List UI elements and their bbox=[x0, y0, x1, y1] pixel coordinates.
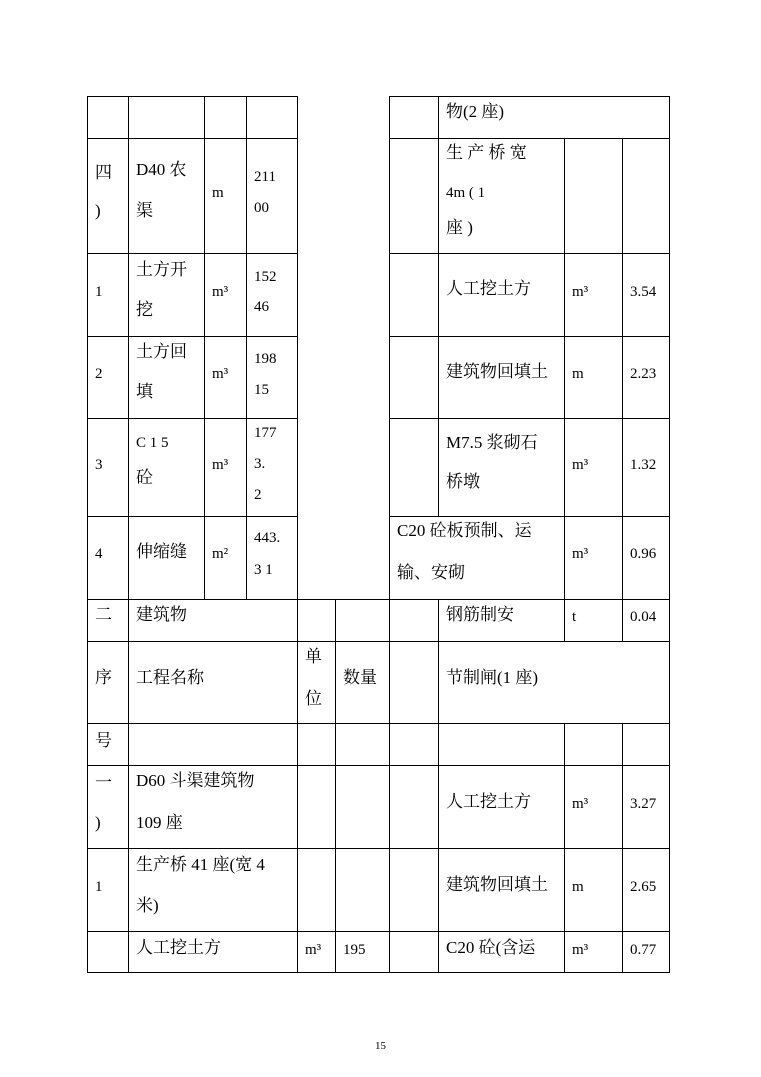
item-name: 节制闸(1 座) bbox=[446, 668, 539, 687]
item-name: 土方回 bbox=[136, 342, 187, 361]
row-number: ) bbox=[95, 813, 101, 832]
rule bbox=[389, 96, 670, 97]
quantity: 198 bbox=[254, 351, 277, 367]
item-name: 建筑物回填土 bbox=[446, 362, 548, 381]
quantity: 0.04 bbox=[630, 609, 657, 625]
unit: m bbox=[572, 366, 584, 382]
quantity: 211 bbox=[254, 169, 276, 185]
column-header-number: 序 bbox=[95, 668, 112, 687]
quantity: 0.77 bbox=[630, 942, 657, 958]
item-name: 米) bbox=[136, 896, 159, 915]
column-header-quantity: 数量 bbox=[343, 668, 377, 687]
item-name: 渠 bbox=[136, 201, 153, 220]
quantity: 177 bbox=[254, 425, 277, 441]
item-name: 伸缩缝 bbox=[136, 542, 187, 561]
item-name: D40 农 bbox=[136, 160, 187, 179]
quantity: 195 bbox=[343, 942, 366, 958]
rule bbox=[622, 723, 623, 972]
item-name: 生 产 桥 宽 bbox=[446, 143, 527, 162]
rule bbox=[128, 96, 129, 972]
rule bbox=[389, 418, 670, 419]
unit: m³ bbox=[212, 284, 229, 300]
rule bbox=[389, 138, 670, 139]
rule bbox=[87, 253, 298, 254]
item-name: 填 bbox=[136, 382, 153, 401]
rule bbox=[87, 765, 670, 766]
item-name: 输、安砌 bbox=[397, 563, 465, 582]
item-name: 建筑物回填土 bbox=[446, 875, 548, 894]
row-number: 1 bbox=[95, 284, 103, 300]
column-header-number: 号 bbox=[95, 731, 112, 750]
item-name: 桥墩 bbox=[446, 472, 480, 491]
row-number: 四 bbox=[95, 163, 112, 182]
quantity: 3.27 bbox=[630, 796, 657, 812]
rule bbox=[87, 138, 298, 139]
unit: m bbox=[572, 879, 584, 895]
item-name: M7.5 浆砌石 bbox=[446, 433, 538, 452]
rule bbox=[297, 96, 298, 972]
row-number: 2 bbox=[95, 366, 103, 382]
rule bbox=[564, 723, 565, 972]
quantity: 3 1 bbox=[254, 562, 273, 578]
rule bbox=[87, 641, 670, 642]
rule bbox=[438, 96, 439, 516]
rule bbox=[87, 96, 298, 97]
rule bbox=[87, 418, 298, 419]
rule bbox=[622, 138, 623, 641]
item-name: D60 斗渠建筑物 bbox=[136, 771, 255, 790]
column-header-name: 工程名称 bbox=[136, 668, 204, 687]
item-name: 人工挖土方 bbox=[446, 279, 531, 298]
item-name: 人工挖土方 bbox=[446, 792, 531, 811]
item-name: C20 砼(含运 bbox=[446, 938, 536, 957]
quantity: 152 bbox=[254, 269, 277, 285]
rule bbox=[87, 599, 670, 600]
quantity: 46 bbox=[254, 299, 269, 315]
quantity: 00 bbox=[254, 200, 269, 216]
column-header-unit: 单 bbox=[305, 647, 322, 666]
row-number: 3 bbox=[95, 457, 103, 473]
unit: m³ bbox=[212, 366, 229, 382]
quantity: 2 bbox=[254, 487, 262, 503]
unit: m³ bbox=[305, 942, 322, 958]
item-name: 建筑物 bbox=[136, 605, 187, 624]
rule bbox=[204, 96, 205, 599]
item-name: 挖 bbox=[136, 300, 153, 319]
item-name: 座 ) bbox=[446, 218, 473, 237]
quantity: 15 bbox=[254, 382, 269, 398]
row-number: 二 bbox=[95, 605, 112, 624]
rule bbox=[564, 138, 565, 599]
rule bbox=[87, 516, 298, 517]
rule bbox=[246, 96, 247, 599]
rule bbox=[669, 96, 670, 972]
item-name: 生产桥 41 座(宽 4 bbox=[136, 855, 265, 874]
row-number: 一 bbox=[95, 773, 112, 792]
unit: t bbox=[572, 609, 577, 625]
quantity: 3. bbox=[254, 456, 266, 472]
rule bbox=[438, 599, 439, 972]
unit: m³ bbox=[572, 546, 589, 562]
item-name: 人工挖土方 bbox=[136, 938, 221, 957]
row-number: 1 bbox=[95, 879, 103, 895]
item-name: 钢筋制安 bbox=[446, 605, 514, 624]
quantity: 0.96 bbox=[630, 546, 657, 562]
page-number: 15 bbox=[375, 1040, 386, 1052]
unit: m³ bbox=[572, 284, 589, 300]
quantity: 1.32 bbox=[630, 457, 657, 473]
unit: m³ bbox=[212, 457, 229, 473]
row-number: ) bbox=[95, 201, 101, 220]
item-name: 4m ( 1 bbox=[446, 185, 486, 201]
rule bbox=[87, 96, 88, 972]
quantity: 2.23 bbox=[630, 366, 657, 382]
item-name: C20 砼板预制、运 bbox=[397, 521, 532, 540]
item-name: 109 座 bbox=[136, 813, 183, 832]
rule bbox=[389, 96, 390, 972]
quantity: 3.54 bbox=[630, 284, 657, 300]
item-name: 砼 bbox=[136, 468, 153, 487]
quantity: 2.65 bbox=[630, 879, 657, 895]
row-number: 4 bbox=[95, 546, 103, 562]
column-header-unit: 位 bbox=[305, 689, 322, 708]
quantity: 443. bbox=[254, 530, 281, 546]
rule bbox=[389, 336, 670, 337]
unit: m³ bbox=[572, 457, 589, 473]
item-name: 土方开 bbox=[136, 260, 187, 279]
rule bbox=[335, 599, 336, 972]
item-name: 物(2 座) bbox=[446, 102, 505, 121]
unit: m² bbox=[212, 546, 229, 562]
rule bbox=[87, 723, 670, 724]
rule bbox=[564, 599, 565, 641]
item-name: C 1 5 bbox=[136, 435, 169, 451]
rule bbox=[389, 253, 670, 254]
unit: m³ bbox=[572, 942, 589, 958]
rule bbox=[389, 516, 670, 517]
rule bbox=[87, 336, 298, 337]
unit: m bbox=[212, 185, 224, 201]
rule bbox=[87, 848, 670, 849]
rule bbox=[87, 931, 670, 932]
rule bbox=[87, 972, 670, 973]
unit: m³ bbox=[572, 796, 589, 812]
